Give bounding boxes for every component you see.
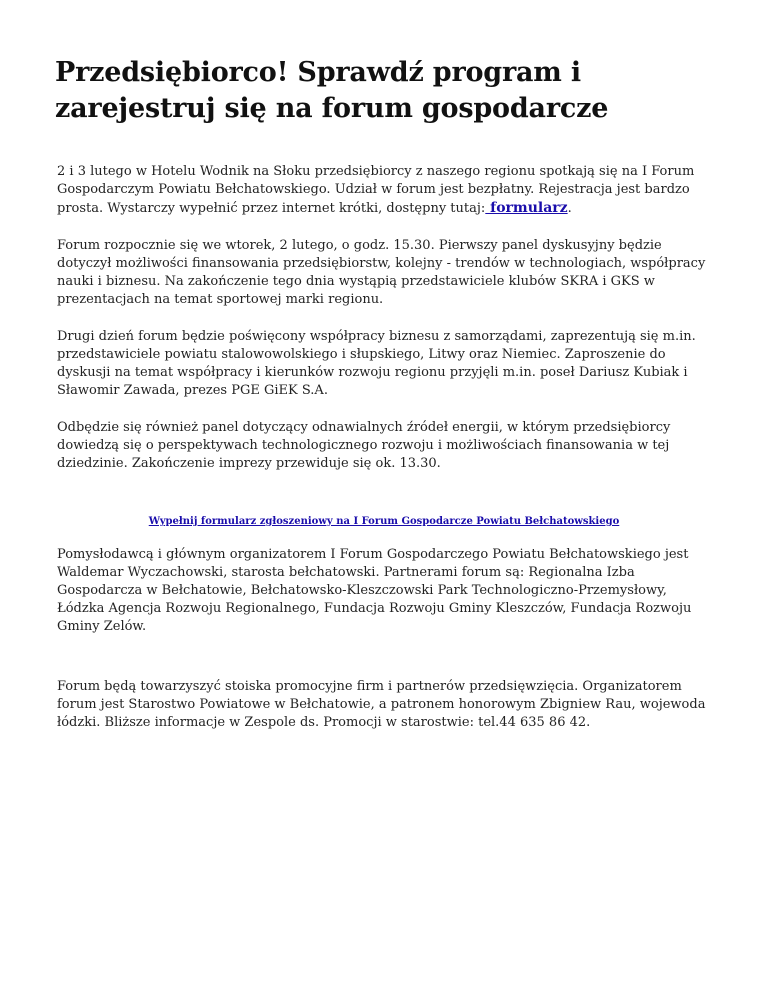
paragraph-organizers: Pomysłodawcą i głównym organizatorem I Forum Gospodarczego Powiatu Bełchatowskiego jest Waldemar Wyczachowski, starosta bełchatowski. Partnerami forum są: Regionalna Izba Gospodarcza w Bełchatowie, Bełchatowsko-Kleszczowski Park Technologiczno-Przemysłowy, Łódzka Agencja Rozwoju Regionalnego, Fundacja Rozwoju Gminy Kleszczów, Fundacja Rozwoju Gminy Zelów. [57,547,692,634]
paragraph-contact: Forum będą towarzyszyć stoiska promocyjne firm i partnerów przedsięwzięcia. Organizatorem forum jest Starostwo Powiatowe w Bełchatowie, a patronem honorowym Zbigniew Rau, wojewoda łódzki. Bliższe informacje w Zespole ds. Promocji w starostwie: tel.44 635 86 42. [57,679,706,730]
paragraph-intro-end: . [567,201,572,216]
paragraph-intro [57,163,711,218]
form-link[interactable]: formularz [485,200,568,216]
paragraph-energy-panel: Odbędzie się również panel dotyczący odnawialnych źródeł energii, w którym przedsiębiorcy dowiedzą się o perspektywach technologicznego rozwoju i możliwościach finansowania w tej dziedzinie. Zakończenie imprezy przewiduje się ok. 13.30. [57,420,671,471]
paragraph-day-one: Forum rozpocznie się we wtorek, 2 lutego, o godz. 15.30. Pierwszy panel dyskusyjny będzie dotyczył możliwości finansowania przedsiębiorstw, kolejny - trendów w technologiach, współpracy nauki i biznesu. Na zakończenie tego dnia wystąpią przedstawiciele klubów SKRA i GKS w prezentacjach na temat sportowej marki regionu. [57,238,706,307]
paragraph-intro-text: 2 i 3 lutego w Hotelu Wodnik na Słoku przedsiębiorcy z naszego regionu spotkają się na I Forum Gospodarczym Powiatu Bełchatowskiego. Udział w forum jest bezpłatny. Rejestracja jest bardzo prosta. Wystarczy wypełnić przez internet krótki, dostępny tutaj: [57,164,695,216]
paragraph-day-two: Drugi dzień forum będzie poświęcony współpracy biznesu z samorządami, zaprezentują się m.in. przedstawiciele powiatu stalowowolskiego i słupskiego, Litwy oraz Niemiec. Zaproszenie do dyskusji na temat współpracy i kierunków rozwoju regionu przyjęli m.in. poseł Dariusz Kubiak i Sławomir Zawada, prezes PGE GiEK S.A. [57,329,696,398]
registration-form-link[interactable]: Wypełnij formularz zgłoszeniowy na I Forum Gospodarcze Powiatu Bełchatowskiego [148,516,620,527]
article [57,0,711,732]
article-title: Przedsiębiorco! Sprawdź program i zarejestruj się na forum gospodarcze [55,57,609,124]
